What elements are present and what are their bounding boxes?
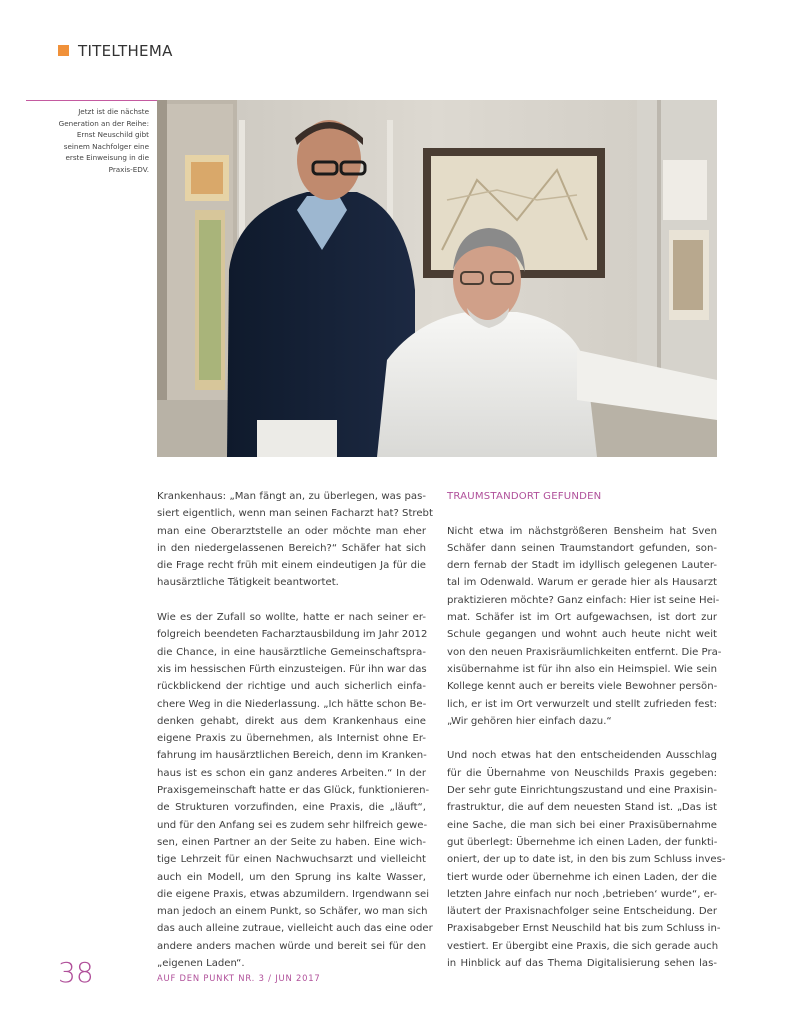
article-photo [157, 100, 717, 457]
text-line: „Wir gehören hier einfach dazu.“ [447, 715, 612, 727]
section-marker-square [58, 45, 69, 56]
text-line: rückblickend der richtige und auch sicherlich einfa- [157, 681, 426, 693]
text-line: xisübernahme ist für ihn also ein Heimspiel. Wie sein [447, 663, 717, 675]
text-line: gut überlegt: Übernehme ich einen Laden, der funkti- [447, 836, 718, 848]
text-line: frastruktur, die auf dem neuesten Stand ist. „Das ist [447, 802, 717, 814]
caption-line: seinem Nachfolger eine [63, 141, 149, 151]
text-line: oniert, der up to date ist, in den bis zum Schluss inves- [447, 854, 726, 866]
text-line: Schule gegangen und wohnt auch heute nicht weit [447, 629, 717, 641]
caption-rule [26, 100, 157, 101]
text-line: andere anders machen würde und bereit sei für den [157, 940, 426, 952]
text-line: von den neuen Praxisräumlichkeiten entfernt. Die Pra- [447, 646, 722, 658]
text-line: haus ist es schon ein ganz anderes Arbeiten.“ In der [157, 767, 426, 779]
text-line: hausärztliche Tätigkeit beantwortet. [157, 577, 339, 589]
text-line: eigene Praxis zu übernehmen, als Internist ohne Er- [157, 733, 426, 745]
text-line: tiert wurde oder übernehme ich einen Laden, der die [447, 871, 717, 883]
text-line: chere Weg in die Niederlassung. „Ich hätte schon Be- [157, 698, 427, 710]
text-line: lich, er ist im Ort verwurzelt und stellt zufrieden fest: [447, 698, 717, 710]
text-line: Praxisabgeber Ernst Neuschild hat bis zum Schluss in- [447, 923, 721, 935]
caption-line: Generation an der Reihe: [58, 118, 149, 128]
text-line: das auch alleine zutraue, vielleicht auch das eine oder [157, 923, 433, 935]
text-line: Der sehr gute Einrichtungszustand und eine Praxisin- [447, 785, 717, 797]
text-line: Und noch etwas hat den entscheidenden Ausschlag [447, 750, 717, 762]
text-line: die Frage recht früh mit einem eindeutigen Ja für die [157, 560, 426, 572]
text-line: Schäfer dann seinen Traumstandort gefunden, son- [447, 542, 717, 554]
text-line: letzten Jahre einfach nur noch ‚betrieben‘ wurde“, er- [447, 888, 717, 900]
text-line: und für den Anfang sei es zudem sehr hilfreich gewe- [157, 819, 428, 831]
text-line: siert eigentlich, wenn man seinen Facharzt hat? Strebt [157, 508, 433, 520]
text-line: man jedoch an einem Punkt, so Schäfer, wo man sich [157, 906, 428, 918]
text-line: xis im hessischen Fürth einzusteigen. Für ihn war das [157, 663, 427, 675]
text-line: praktizieren möchte? Ganz einfach: Hier ist seine Hei- [447, 594, 720, 606]
text-line: Praxisgemeinschaft hatte er das Glück, funktionieren- [157, 785, 430, 797]
photo-illustration [157, 100, 717, 457]
text-line: man eine Oberarztstelle an oder möchte man eher [157, 525, 426, 537]
text-line: die Chance, in eine hausärztliche Gemeinschaftspra- [157, 646, 426, 658]
text-line: Wie es der Zufall so wollte, hatte er nach seiner er- [157, 612, 426, 624]
text-line: die eigene Praxis, etwas abzumildern. Irgendwann sei [157, 888, 430, 900]
text-line: tige Lehrzeit für einen Nachwuchsarzt und vielleicht [157, 854, 426, 866]
text-line: läutert der Praxisnachfolger seine Entscheidung. Der [447, 906, 717, 918]
text-line: Nicht etwa im nächstgrößeren Bensheim hat Sven [447, 525, 717, 537]
text-line: dern fernab der Stadt im idyllisch gelegenen Lauter- [447, 560, 717, 572]
text-line: de Strukturen vorzufinden, eine Praxis, die „läuft“, [157, 802, 426, 814]
text-line: „eigenen Laden“. [157, 958, 245, 970]
caption-line: Jetzt ist die nächste [78, 107, 149, 116]
paragraph-gap [447, 505, 717, 522]
text-line: fahrung im hausärztlichen Bereich, denn im Kranken- [157, 750, 427, 762]
page-number: 38 [58, 956, 94, 989]
text-line: denken gehabt, direkt aus dem Krankenhaus eine [157, 715, 426, 727]
text-line: vestiert. Er übergibt eine Praxis, die sich gerade auch [447, 940, 719, 952]
text-line: in Hinblick auf das Thema Digitalisierung sehen las- [447, 958, 717, 970]
text-column-right [447, 488, 726, 972]
caption-line: Ernst Neuschild gibt [76, 130, 149, 140]
text-line: folgreich beendeten Facharztausbildung im Jahr 2012 [157, 629, 428, 641]
text-line: sen, einen Partner an der Seite zu haben. Eine wich- [157, 836, 426, 848]
text-line: in den niedergelassenen Bereich?“ Schäfer hat sich [157, 542, 426, 554]
text-line: Krankenhaus: „Man fängt an, zu überlegen, was pas- [157, 491, 426, 502]
text-line: tal im Odenwald. Warum er gerade hier als Hausarzt [447, 577, 717, 589]
publication-footer: AUF DEN PUNKT NR. 3 / JUN 2017 [157, 973, 321, 983]
text-line: eine Sache, die man sich bei einer Praxisübernahme [447, 819, 717, 831]
subheading: TRAUMSTANDORT GEFUNDEN [447, 491, 602, 502]
paragraph-gap [157, 592, 426, 609]
caption-line: erste Einweisung in die [65, 153, 149, 163]
paragraph-gap [447, 730, 717, 747]
text-line: auch ein Modell, um den Sprung ins kalte Wasser, [157, 871, 426, 883]
text-line: mat. Schäfer ist im Ort aufgewachsen, ist dort zur [447, 612, 717, 624]
caption-line: Praxis-EDV. [108, 164, 149, 174]
text-line: für die Übernahme von Neuschilds Praxis gegeben: [447, 767, 717, 779]
text-line: Kollege kennt auch er bereits viele Bewohner persön- [447, 681, 718, 693]
photo-caption [26, 106, 149, 176]
text-column-left [157, 488, 433, 972]
section-title: TITELTHEMA [78, 42, 173, 60]
